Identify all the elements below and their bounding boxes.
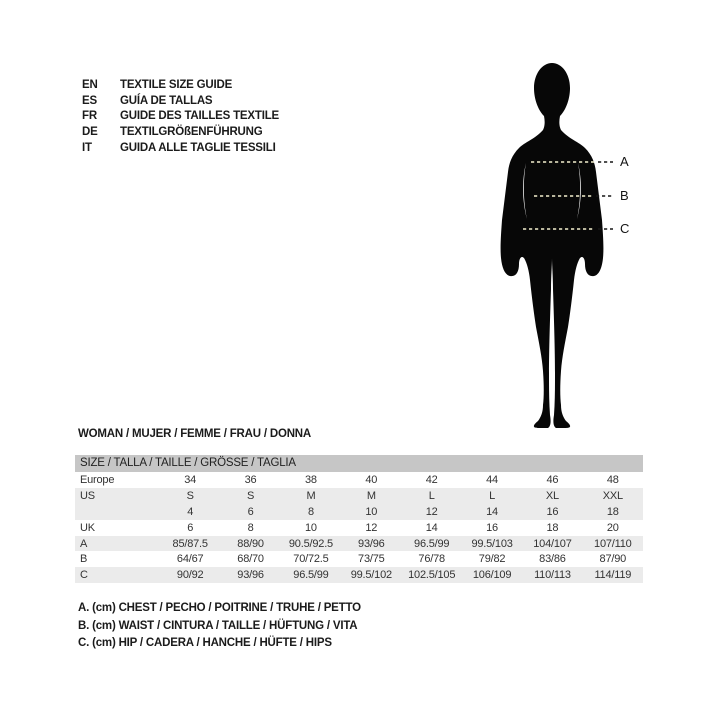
size-cell: 104/107 [533, 537, 572, 550]
row-label: UK [80, 521, 95, 534]
size-cell: 68/70 [237, 553, 264, 566]
size-cell: 48 [606, 473, 619, 486]
language-row-de [82, 124, 279, 140]
size-cell: 6 [187, 521, 194, 534]
table-row-us-letters [75, 488, 643, 504]
language-row-es [82, 93, 279, 109]
size-cell: 18 [546, 521, 559, 534]
size-cell: 85/87.5 [172, 537, 208, 550]
row-label: Europe [80, 473, 115, 486]
language-row-fr [82, 109, 279, 125]
size-cell: 88/90 [237, 537, 264, 550]
language-title: GUIDA ALLE TAGLIE TESSILI [120, 142, 276, 155]
measurement-label-a: A [620, 154, 629, 169]
size-cell: 8 [247, 521, 254, 534]
language-code: ES [82, 94, 97, 107]
size-cell: 76/78 [418, 553, 445, 566]
size-cell: 10 [365, 505, 378, 518]
measurement-legend [78, 602, 361, 655]
size-cell: 93/96 [358, 537, 385, 550]
size-cell: 44 [486, 473, 498, 486]
size-table-header: SIZE / TALLA / TAILLE / GRÖSSE / TAGLIA [75, 455, 643, 472]
size-cell: 10 [305, 521, 317, 534]
size-cell: XXL [602, 489, 623, 502]
woman-silhouette-body [501, 63, 604, 428]
size-cell: 8 [307, 505, 314, 518]
size-cell: 114/119 [594, 569, 632, 582]
size-cell: 110/113 [534, 569, 571, 582]
size-cell: 18 [606, 505, 619, 518]
size-cell: 96.5/99 [293, 569, 329, 582]
table-row-us-numbers [75, 504, 643, 520]
size-cell: 16 [486, 521, 498, 534]
row-label: B [80, 553, 88, 566]
size-cell: M [306, 489, 316, 502]
size-cell: 42 [425, 473, 438, 486]
size-cell: 90/92 [176, 569, 204, 582]
size-cell: 99.5/102 [350, 569, 392, 582]
size-cell: 12 [425, 505, 438, 518]
size-cell: 70/72.5 [293, 553, 329, 566]
size-cell: 87/90 [599, 553, 627, 566]
size-cell: 90.5/92.5 [288, 537, 333, 550]
woman-silhouette-icon [485, 55, 615, 445]
size-cell: 14 [425, 521, 438, 534]
size-cell: 12 [365, 521, 378, 534]
language-code: FR [82, 110, 97, 123]
measurement-label-b: B [620, 188, 629, 203]
table-row-uk [75, 520, 643, 536]
size-cell: M [366, 489, 376, 502]
size-cell: 36 [244, 473, 257, 486]
size-cell: 83/86 [539, 553, 566, 566]
legend-line-waist: B. (cm) WAIST / CINTURA / TAILLE / HÜFTUNG / VITA [78, 619, 358, 632]
size-cell: XL [545, 489, 559, 502]
language-title: TEXTILGRÖßENFÜHRUNG [120, 126, 263, 139]
size-cell: L [489, 489, 496, 502]
size-cell: 73/75 [358, 553, 385, 566]
language-title: GUIDE DES TAILLES TEXTILE [120, 110, 279, 123]
size-cell: 4 [187, 505, 194, 518]
language-title: GUÍA DE TALLAS [120, 94, 213, 107]
size-cell: S [246, 489, 255, 502]
language-title: TEXTILE SIZE GUIDE [120, 78, 233, 91]
size-table [75, 455, 643, 583]
language-code: DE [82, 126, 98, 139]
language-row-en [82, 77, 279, 93]
table-row-hip [75, 567, 643, 583]
size-cell: 34 [184, 473, 197, 486]
measurement-label-c: C [620, 221, 630, 236]
language-row-it [82, 140, 279, 156]
size-cell: 14 [486, 505, 498, 518]
size-cell: 107/110 [594, 537, 632, 550]
size-cell: 106/109 [472, 569, 512, 582]
size-cell: 64/67 [176, 553, 204, 566]
category-title: WOMAN / MUJER / FEMME / FRAU / DONNA [78, 428, 312, 440]
size-cell: 40 [365, 473, 378, 486]
row-label: US [80, 489, 95, 502]
table-row-europe [75, 472, 643, 488]
table-row-chest [75, 536, 643, 552]
row-label: C [80, 569, 88, 582]
size-cell: 16 [546, 505, 559, 518]
size-cell: 20 [606, 521, 619, 534]
legend-line-hip: C. (cm) HIP / CADERA / HANCHE / HÜFTE / HIPS [78, 637, 332, 650]
size-cell: L [428, 489, 435, 502]
size-cell: 99.5/103 [471, 537, 513, 550]
table-row-waist [75, 551, 643, 567]
size-cell: S [186, 489, 194, 502]
language-guide-list [82, 77, 279, 156]
size-cell: 102.5/105 [408, 569, 456, 582]
size-cell: 46 [546, 473, 559, 486]
legend-line-chest: A. (cm) CHEST / PECHO / POITRINE / TRUHE / PETTO [78, 602, 361, 614]
size-cell: 96.5/99 [414, 537, 450, 550]
size-cell: 93/96 [237, 569, 264, 582]
size-cell: 79/82 [478, 553, 506, 566]
language-code: EN [82, 78, 98, 91]
size-cell: 6 [247, 505, 254, 518]
language-code: IT [82, 142, 92, 155]
row-label: A [80, 537, 88, 550]
size-cell: 38 [305, 473, 317, 486]
